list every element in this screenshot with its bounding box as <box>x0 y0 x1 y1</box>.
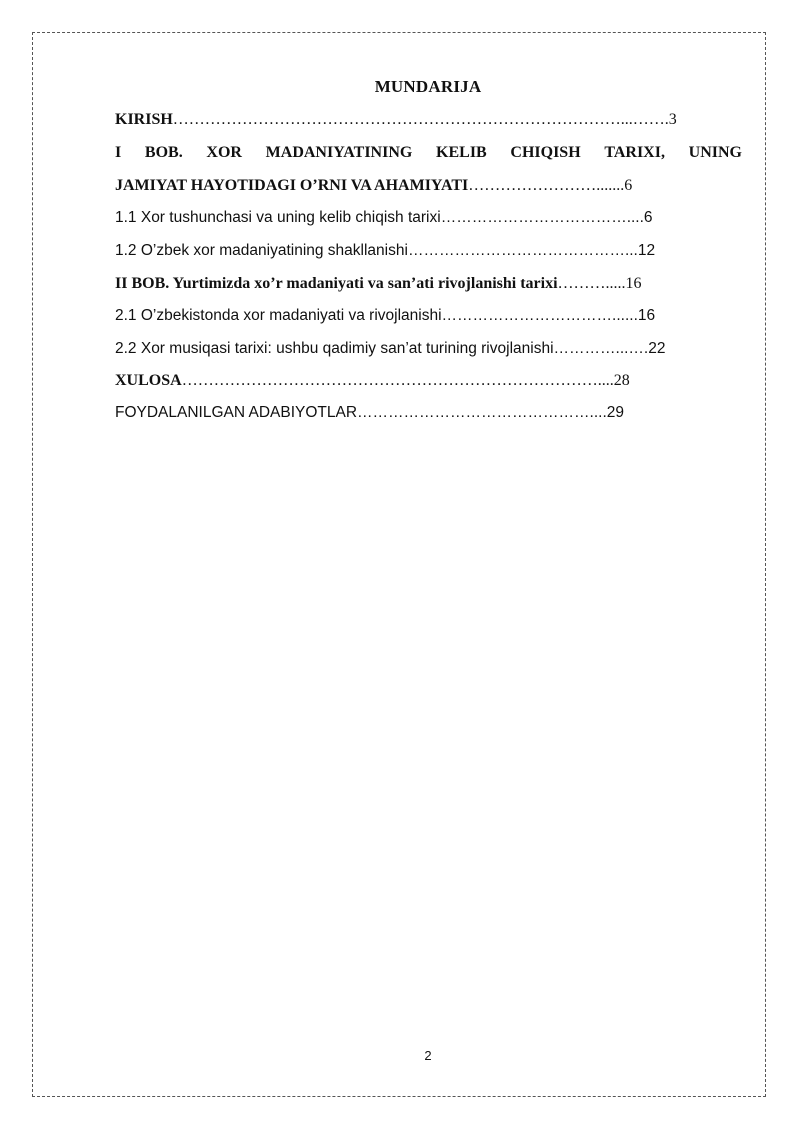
toc-entry-leader: ………………………………....6 <box>440 209 653 226</box>
toc-entry-chapter-1-line-1 <box>115 143 742 163</box>
toc-entry-label: 2.2 Xor musiqasi tarixi: ushbu qadimiy san’at turining rivojlanishi <box>115 340 554 357</box>
toc-entry-adabiyotlar <box>115 403 624 423</box>
toc-word: I <box>115 144 122 161</box>
toc-entry-leader: ………………………………………....29 <box>357 404 625 421</box>
toc-entry-leader: ……….....16 <box>557 275 642 292</box>
toc-entry-label: 2.1 O’zbekistonda xor madaniyati va rivojlanishi <box>115 307 442 324</box>
toc-entry-label: XULOSA <box>115 372 182 389</box>
toc-entry-label: JAMIYAT HAYOTIDAGI O’RNI VA AHAMIYATI <box>115 177 469 194</box>
toc-entry-label: II BOB. Yurtimizda xo’r madaniyati va san’ati rivojlanishi tarixi <box>115 275 558 292</box>
toc-entry-leader: …………...….22 <box>553 340 666 357</box>
toc-entry-2-1 <box>115 306 655 326</box>
toc-entry-1-2 <box>115 241 655 261</box>
toc-word: MADANIYATINING <box>265 144 413 161</box>
toc-entry-label: KIRISH <box>115 111 173 128</box>
toc-word: CHIQISH <box>510 144 581 161</box>
toc-entry-leader: ……………………………………...12 <box>407 242 656 259</box>
toc-entry-label: 1.2 O’zbek xor madaniyatining shakllanishi <box>115 242 408 259</box>
toc-word: BOB. <box>144 144 183 161</box>
toc-entry-label: 1.1 Xor tushunchasi va uning kelib chiqish tarixi <box>115 209 441 226</box>
toc-entry-label: FOYDALANILGAN ADABIYOTLAR <box>115 404 358 421</box>
toc-entry-chapter-1-line-2 <box>115 176 632 196</box>
toc-entry-xulosa <box>115 371 630 391</box>
toc-word: TARIXI, <box>604 144 665 161</box>
toc-title: MUNDARIJA <box>374 77 482 96</box>
page-number: 2 <box>424 1048 432 1063</box>
toc-word: UNING <box>688 144 742 161</box>
toc-word: KELIB <box>436 144 487 161</box>
toc-entry-leader: …………………….......6 <box>468 177 633 194</box>
toc-entry-leader: …………………………………………………………………………...…….3 <box>172 111 677 128</box>
toc-entry-1-1 <box>115 208 653 228</box>
toc-entry-leader: ……………………………………………………………………....28 <box>181 372 630 389</box>
toc-word: XOR <box>206 144 242 161</box>
toc-entry-chapter-2 <box>115 274 642 294</box>
toc-entry-leader: ……………………………......16 <box>441 307 656 324</box>
toc-entry-kirish <box>115 110 677 130</box>
toc-entry-2-2 <box>115 339 665 359</box>
